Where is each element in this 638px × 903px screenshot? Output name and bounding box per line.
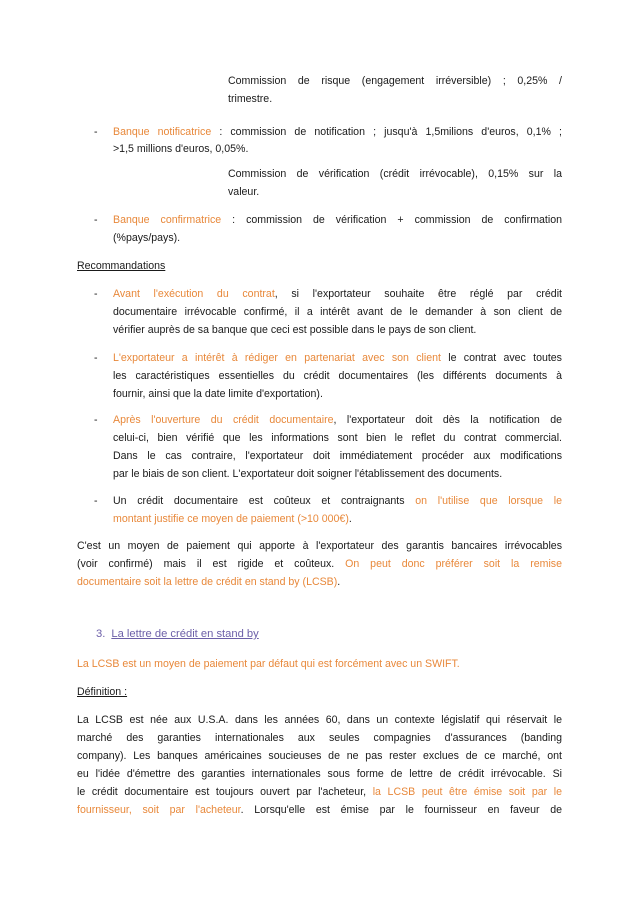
highlight-run: montant justifie ce moyen de paiement (>10 000€) [113,513,349,525]
highlight-run: Banque notificatrice [113,126,212,138]
text-run: (%pays/pays). [113,232,181,244]
bullet-dash: - [94,495,98,507]
highlight-run: Après l'ouverture du crédit documentaire [113,414,334,426]
bullet-dash: - [94,414,98,426]
text-run: company). Les banques américaines soucieuses de ne pas rester exclues de ce marché, ont [77,750,562,762]
text-run: marché des garanties internationales aux seules compagnies d'assurances (banding [77,732,562,744]
text-run: Dans le cas contraire, l'exportateur doit immédiatement procéder aux modifications [113,450,562,462]
bullet-dash: - [94,126,98,138]
text-run: eu l'idée d'émettre des garanties internationales sous forme de lettre de crédit irrévocable. Si [77,768,562,780]
paragraph-line [77,538,562,555]
text-run: : commission de notification ; jusqu'à 1,5milions d'euros, 0,1% ; [211,126,562,138]
recommendation-line [113,466,562,483]
section-number: 3. [96,628,106,640]
paragraph-line [77,712,562,729]
recommendation-line [113,448,562,465]
highlight-run: fournisseur, soit par l'acheteur [77,804,241,816]
highlight-run: Avant l'exécution du contrat [113,288,275,300]
paragraph-line [77,802,562,819]
paragraph-line [77,784,562,801]
text-run: C'est un moyen de paiement qui apporte à l'exportateur des garantis bancaires irrévocables [77,540,562,552]
section-heading-recommandations: Recommandations [77,260,166,272]
recommendation-line [113,350,562,367]
text-run: valeur. [228,186,260,198]
text-run: , l'exportateur doit dès la notification de [333,414,562,426]
text-run: fournir, ainsi que la date limite d'exportation). [113,388,323,400]
text-run: celui-ci, bien vérifié que les informations sont bien le reflet du contrat commercial. [113,432,562,444]
text-run: vérifier auprès de sa banque que ceci est possible dans le pays de son client. [113,324,477,336]
text-run: (voir confirmé) mais il est rigide et coûteux. [77,558,346,570]
recommendation-line [113,304,562,321]
text-run: . [337,576,341,588]
text-run: Commission de vérification (crédit irrévocable), 0,15% sur la [228,168,562,180]
text-run: documentaire irrévocable confirmé, il a intérêt avant de le demander à son client de [113,306,562,318]
recommendation-line [113,286,562,303]
text-run: . Lorsqu'elle est émise par le fournisseur en faveur de [240,804,562,816]
text-run: Un crédit documentaire est coûteux et contraignants [113,495,416,507]
text-run: trimestre. [228,93,273,105]
bullet-dash: - [94,214,98,226]
text-run: Commission de risque (engagement irréversible) ; 0,25% / [228,75,562,87]
notifying-bank-line [113,141,562,158]
text-run: les caractéristiques essentielles du crédit documentaires (les différents documents à [113,370,562,382]
recommendation-line [113,368,562,385]
recommendation-line [113,511,562,528]
recommendation-line [113,412,562,429]
highlight-run: Banque confirmatrice [113,214,222,226]
highlight-run: la LCSB peut être émise soit par le [372,786,563,798]
definition-heading: Définition : [77,686,128,698]
risk-commission-line [228,91,562,108]
recommendation-line [113,493,562,510]
text-run: >1,5 millions d'euros, 0,05%. [113,143,249,155]
paragraph-line [77,766,562,783]
verification-commission-line [228,166,562,183]
highlight-run: On peut donc préférer soit la remise [345,558,562,570]
recommendation-line [113,386,562,403]
confirming-bank-line [113,212,562,229]
verification-commission-line [228,184,562,201]
section-heading-lcsb [96,626,259,643]
section-title: La lettre de crédit en stand by [111,628,259,640]
highlight-run: on l'utilise que lorsque le [415,495,562,507]
recommendation-line [113,430,562,447]
highlight-run: documentaire soit la lettre de crédit en stand by (LCSB) [77,576,338,588]
confirming-bank-line [113,230,562,247]
paragraph-line [77,730,562,747]
paragraph-line [77,748,562,765]
text-run: La LCSB est née aux U.S.A. dans les années 60, dans un contexte législatif qui réservait le [77,714,562,726]
text-run: par le biais de son client. L'exportateur doit soigner l'établissement des documents. [113,468,503,480]
text-run: : commission de vérification + commission de confirmation [221,214,562,226]
bullet-dash: - [94,352,98,364]
text-run: . [348,513,352,525]
text-run: le crédit documentaire est toujours ouvert par l'acheteur, [77,786,373,798]
highlight-run: L'exportateur a intérêt à rédiger en partenariat avec son client [113,352,441,364]
notifying-bank-line [113,124,562,141]
risk-commission-line [228,73,562,90]
lcsb-intro-line: La LCSB est un moyen de paiement par défaut qui est forcément avec un SWIFT. [77,658,460,670]
paragraph-line [77,556,562,573]
recommendation-line [113,322,562,339]
text-run: le contrat avec toutes [440,352,562,364]
paragraph-line [77,574,562,591]
text-run: , si l'exportateur souhaite être réglé par crédit [274,288,562,300]
bullet-dash: - [94,288,98,300]
